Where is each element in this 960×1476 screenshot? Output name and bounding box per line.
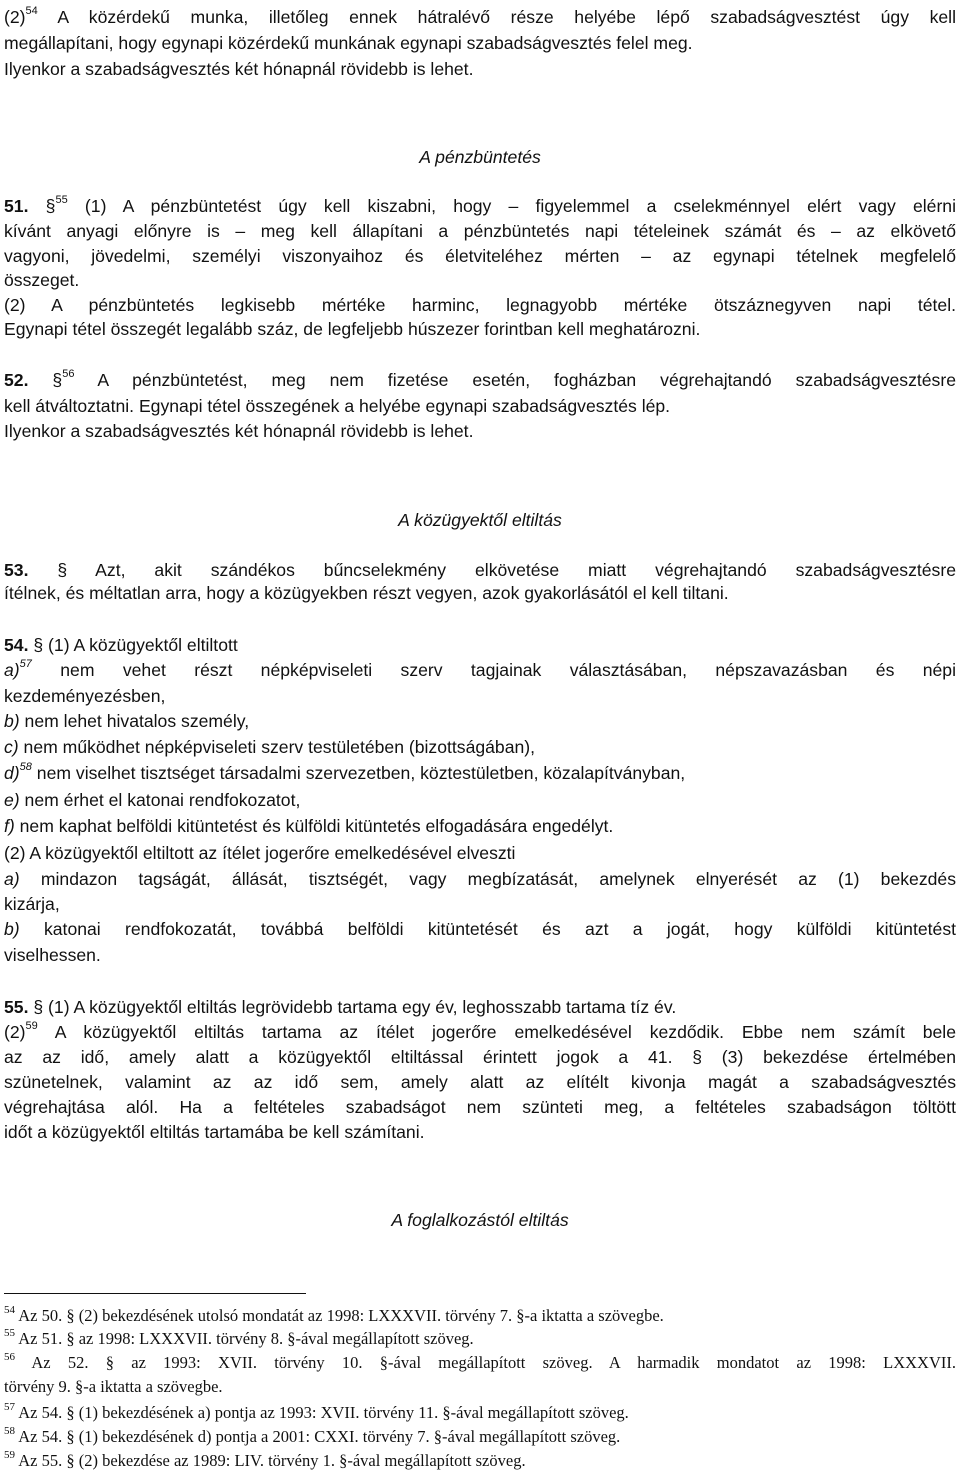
section-54-line: 54. § (1) A közügyektől eltiltott: [4, 635, 238, 655]
section-54-line: e) nem érhet el katonai rendfokozatot,: [4, 790, 301, 810]
section-54-line: a) mindazon tagságát, állását, tisztségét, vagy megbízatását, amelynek elnyerését az (1) bekezdés: [4, 869, 956, 889]
footnote: $^{58}$ Az 54. § (1) bekezdésének d) pontja a 2001: CXXI. törvény 7. §-ával megállapított szöveg.: [4, 1424, 621, 1446]
section-54-line: (2) A közügyektől eltiltott az ítélet jogerőre emelkedésével elveszti: [4, 843, 516, 863]
section-51-line: (2) A pénzbüntetés legkisebb mértéke harminc, legnagyobb mértéke ötszáznegyven napi tétel.: [4, 295, 956, 315]
footnote: $^{54}$ Az 50. § (2) bekezdésének utolsó mondatát az 1998: LXXXVII. törvény 7. §-a iktatta a szövegbe.: [4, 1303, 664, 1325]
section-53-line: 53. § Azt, akit szándékos bűncselekmény elkövetése miatt végrehajtandó szabadságvesztésre: [4, 560, 956, 580]
section-51-line: 51. §$^{55}$ (1) A pénzbüntetést úgy kell kiszabni, hogy – figyelemmel a cselekménnyel elért vagy elérni: [4, 194, 956, 216]
section-52-line: kell átváltoztatni. Egynapi tétel összegének a helyébe egynapi szabadságvesztés lép.: [4, 396, 671, 416]
footnote: $^{59}$ Az 55. § (2) bekezdése az 1989: LIV. törvény 1. §-ával megállapított szöveg.: [4, 1448, 526, 1470]
section-55-line: az az idő, amely alatt a közügyektől eltiltással érintett jogok a 41. § (3) bekezdése értelmében: [4, 1047, 956, 1067]
paragraph-line: Ilyenkor a szabadságvesztés két hónapnál rövidebb is lehet.: [4, 59, 474, 79]
paragraph-line: $(2)^{54}$ A közérdekű munka, illetőleg ennek hátralévő része helyébe lépő szabadságvesztést úgy kell: [4, 5, 956, 27]
footnote: $^{55}$ Az 51. § az 1998: LXXXVII. törvény 8. §-ával megállapított szöveg.: [4, 1326, 474, 1348]
section-51-line: összeget.: [4, 270, 80, 290]
footnote-continuation: törvény 9. §-a iktatta a szövegbe.: [4, 1377, 223, 1396]
section-51-line: vagyoni, jövedelmi, személyi viszonyaihoz és életviteléhez mérten – az egynapi tételnek megfelelő: [4, 246, 956, 266]
section-55-line: $(2)^{59}$ A közügyektől eltiltás tartama az ítélet jogerőre emelkedésével kezdődik. Ebbe nem számít bele: [4, 1020, 956, 1042]
footnote: $^{56}$ Az 52. § az 1993: XVII. törvény 10. §-ával megállapított szöveg. A harmadik mondatot az 1998: LXXXVII.: [4, 1350, 956, 1372]
section-54-line: c) nem működhet népképviseleti szerv testületében (bizottságában),: [4, 737, 536, 757]
section-53-line: ítélnek, és méltatlan arra, hogy a közügyekben részt vegyen, azok gyakorlásától el kell tiltani.: [4, 583, 729, 603]
section-54-line: f) nem kaphat belföldi kitüntetést és külföldi kitüntetés elfogadására engedélyt.: [4, 816, 614, 836]
section-52-line: 52. §$^{56}$ A pénzbüntetést, meg nem fizetése esetén, fogházban végrehajtandó szabadságvesztésre: [4, 368, 956, 390]
footnote-ref[interactable]: 55: [55, 194, 68, 207]
section-52-line: Ilyenkor a szabadságvesztés két hónapnál rövidebb is lehet.: [4, 421, 474, 441]
section-heading: A pénzbüntetés: [419, 147, 541, 167]
section-54-line: d)$^{58}$ nem viselhet tisztséget társadalmi szervezetben, köztestületben, közalapítványban,: [4, 761, 686, 783]
footnote-ref[interactable]: 57: [19, 658, 32, 671]
footnote-ref[interactable]: 59: [25, 1020, 38, 1033]
footnote-ref[interactable]: 58: [19, 761, 32, 774]
section-heading: A foglalkozástól eltiltás: [391, 1210, 569, 1230]
section-54-line: viselhessen.: [4, 945, 101, 965]
paragraph-line: megállapítani, hogy egynapi közérdekű munkának egynapi szabadságvesztés felel meg.: [4, 33, 693, 53]
section-54-line: kezdeményezésben,: [4, 686, 166, 706]
section-51-line: Egynapi tétel összegét legalább száz, de legfeljebb húszezer forintban kell meghatározni.: [4, 319, 701, 339]
section-55-line: időt a közügyektől eltiltás tartamába be kell számítani.: [4, 1122, 425, 1142]
section-54-line: kizárja,: [4, 894, 60, 914]
section-55-line: szünetelnek, valamint az az idő sem, amely alatt az elítélt kivonja magát a szabadságvesztés: [4, 1072, 956, 1092]
footnote-ref[interactable]: 56: [62, 368, 75, 381]
section-55-line: 55. § (1) A közügyektől eltiltás legrövidebb tartama egy év, leghosszabb tartama tíz év.: [4, 997, 677, 1017]
section-54-line: b) katonai rendfokozatát, továbbá belföldi kitüntetését és azt a jogát, hogy külföldi kitüntetést: [4, 919, 956, 939]
footnote: $^{57}$ Az 54. § (1) bekezdésének a) pontja az 1993: XVII. törvény 11. §-ával megállapított szöveg.: [4, 1400, 629, 1422]
footnote-ref[interactable]: 54: [25, 5, 38, 18]
section-51-line: kívánt anyagi előnyre is – meg kell állapítani a pénzbüntetés napi tételeinek számát és – az elkövető: [4, 221, 956, 241]
section-54-line: b) nem lehet hivatalos személy,: [4, 711, 250, 731]
footnote-separator: [4, 1293, 306, 1294]
section-heading: A közügyektől eltiltás: [398, 510, 562, 530]
section-55-line: végrehajtása alól. Ha a feltételes szabadságot nem szünteti meg, a feltételes szabadságon töltött: [4, 1097, 956, 1117]
section-54-line: a)$^{57}$ nem vehet részt népképviseleti szerv tagjainak választásában, népszavazásban és népi: [4, 658, 956, 680]
